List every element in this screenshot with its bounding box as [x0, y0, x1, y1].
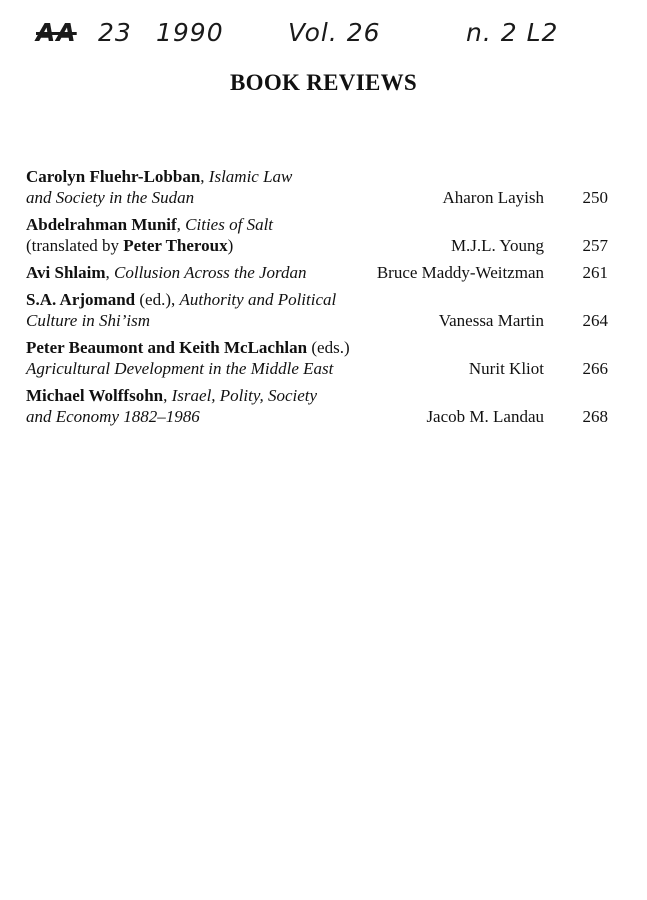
book-author: Abdelrahman Munif — [26, 215, 177, 234]
translation-prefix: (translated by — [26, 236, 124, 255]
reviewer-name: Nurit Kliot — [468, 359, 544, 378]
entry-line-1 — [26, 337, 616, 358]
translation-suffix: ) — [227, 236, 234, 255]
book-title: Israel, Polity, Society — [171, 386, 318, 405]
book-author: S.A. Arjomand — [26, 290, 136, 309]
page-number: 261 — [582, 263, 608, 282]
page-number: 250 — [582, 188, 608, 207]
review-entry — [26, 214, 616, 256]
page-number: 264 — [582, 311, 608, 330]
book-title-continued: Culture in Shi’ism — [26, 311, 151, 330]
reviews-list — [26, 166, 616, 433]
book-title: Islamic Law — [208, 167, 293, 186]
entry-line-1 — [26, 289, 616, 310]
struck-handwriting: AA — [36, 18, 77, 47]
page-number: 266 — [582, 359, 608, 378]
review-entry — [26, 337, 616, 379]
review-entry — [26, 166, 616, 208]
reviewer-name: M.J.L. Young — [450, 236, 544, 255]
handwriting-year: 1990 — [156, 18, 224, 47]
reviewer-name: Vanessa Martin — [438, 311, 544, 330]
page-title: BOOK REVIEWS — [229, 70, 417, 95]
author-separator: (ed.), — [135, 290, 180, 309]
entry-line-1 — [26, 214, 616, 235]
book-title: Cities of Salt — [185, 215, 274, 234]
review-entry — [26, 289, 616, 331]
book-title: Agricultural Development in the Middle East — [26, 359, 334, 378]
handwritten-annotation — [30, 10, 630, 60]
handwriting-volume: Vol. 26 — [288, 18, 381, 47]
reviewer-name: Aharon Layish — [442, 188, 544, 207]
author-separator: (eds.) — [307, 338, 350, 357]
reviewer-name: Jacob M. Landau — [426, 407, 544, 426]
author-separator: , — [176, 215, 186, 234]
handwriting-issue: n. 2 L2 — [466, 18, 559, 47]
translator-name: Peter Theroux — [123, 236, 228, 255]
entry-line-1 — [26, 166, 616, 187]
book-title: Authority and Political — [179, 290, 337, 309]
book-author: Michael Wolffsohn — [26, 386, 164, 405]
reviewer-name: Bruce Maddy-Weitzman — [376, 263, 544, 282]
book-author: Avi Shlaim — [26, 263, 106, 282]
book-author: Peter Beaumont and Keith McLachlan — [26, 338, 308, 357]
handwriting-number: 23 — [98, 18, 132, 47]
page-number: 257 — [582, 236, 608, 255]
author-separator: , — [200, 167, 209, 186]
review-entry — [26, 262, 616, 283]
review-entry — [26, 385, 616, 427]
entry-line-1 — [26, 385, 616, 406]
book-title-continued: and Economy 1882–1986 — [26, 407, 200, 426]
book-author: Carolyn Fluehr-Lobban — [26, 167, 201, 186]
page-number: 268 — [582, 407, 608, 426]
author-separator: , — [163, 386, 172, 405]
book-title: Collusion Across the Jordan — [114, 263, 307, 282]
author-separator: , — [105, 263, 115, 282]
book-title-continued: and Society in the Sudan — [26, 188, 195, 207]
